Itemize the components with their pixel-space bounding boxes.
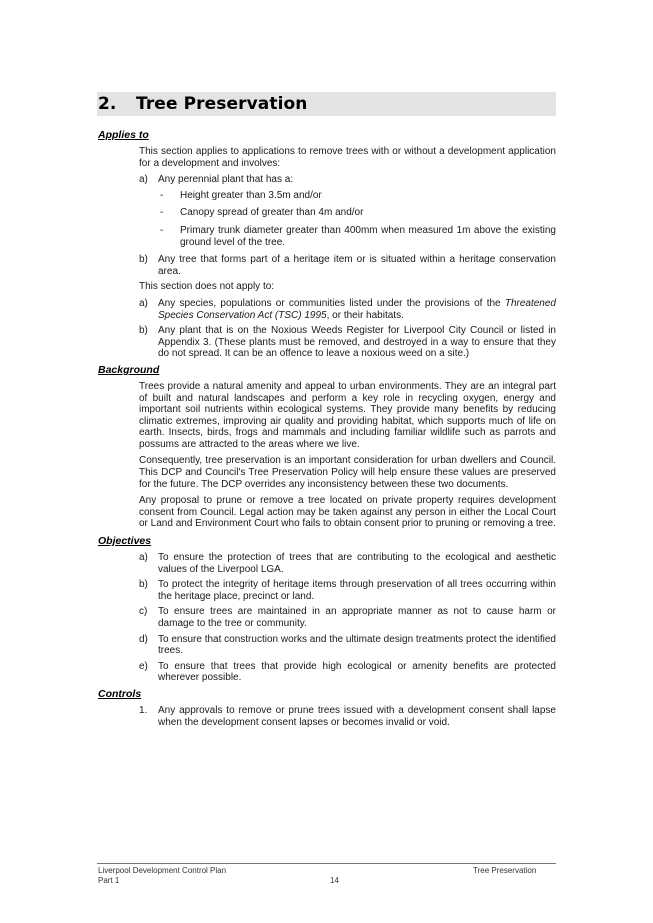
- sub-list-item-text: Primary trunk diameter greater than 400mm when measured 1m above the existing ground level of the tree.: [180, 224, 556, 248]
- list-item-text: To ensure that trees that provide high ecological or amenity benefits are protected wherever possible.: [158, 660, 556, 684]
- list-item: [139, 254, 556, 277]
- heading-applies-to: Applies to: [98, 129, 149, 141]
- list-item-text: Any approvals to remove or prune trees issued with a development consent shall lapse when the development consent lapses or becomes invalid or void.: [158, 704, 556, 728]
- objective-item: [139, 606, 556, 629]
- bullet-dash: -: [160, 207, 164, 219]
- list-item-label: b): [139, 254, 148, 266]
- text-run: Any species, populations or communities listed under the provisions of the: [158, 297, 505, 309]
- list-item: [139, 298, 556, 321]
- heading-objectives: Objectives: [98, 535, 152, 548]
- sub-list-item-text: Height greater than 3.5m and/or: [180, 189, 322, 201]
- not-apply-intro: This section does not apply to:: [139, 281, 275, 293]
- list-item-text: To ensure the protection of trees that are contributing to the ecological and aesthetic values of the Liverpool LGA.: [158, 552, 556, 575]
- footer-left: [98, 866, 226, 885]
- list-item-text: To protect the integrity of heritage items through preservation of all trees occurring within the heritage place, precinct or land.: [158, 579, 556, 602]
- list-item: [139, 325, 556, 360]
- objective-item: [139, 661, 556, 684]
- document-body: [98, 129, 556, 732]
- control-item: [139, 705, 556, 728]
- applies-intro: This section applies to applications to remove trees with or without a development application for a development and involves:: [139, 146, 556, 169]
- background-paragraph: Any proposal to prune or remove a tree located on private property requires development consent from Council. Legal action may be taken against any person in either the Local Court or Land and Environment Court who fails to obtain consent prior to pruning or removing a tree.: [139, 495, 556, 530]
- list-item-text: Any perennial plant that has a:: [158, 174, 294, 186]
- footer-divider: [97, 863, 556, 864]
- list-item-text: To ensure trees are maintained in an appropriate manner as not to cause harm or damage to the tree or community.: [158, 606, 556, 629]
- list-item-label: c): [139, 606, 148, 618]
- list-item-label: a): [139, 297, 148, 309]
- background-paragraph: Consequently, tree preservation is an important consideration for urban dwellers and Council. This DCP and Council's Tree Preservation Policy will help ensure these values are preserved for the future. The DCP overrides any inconsistency between these two documents.: [139, 455, 556, 490]
- list-item: [139, 174, 556, 186]
- footer-plan-name: Liverpool Development Control Plan: [98, 866, 227, 875]
- sub-list-item: [160, 190, 556, 202]
- act-title-italic: Threatened Species Conservation Act (TSC) 1995: [158, 297, 556, 321]
- heading-background: Background: [98, 363, 160, 376]
- sub-list-item: [160, 225, 556, 248]
- section-number: 2.: [98, 94, 117, 114]
- list-item-label: a): [139, 552, 148, 564]
- section-title-text: Tree Preservation: [136, 94, 308, 114]
- footer-part: Part 1: [98, 875, 120, 885]
- list-item-label: a): [139, 174, 148, 186]
- background-paragraph: Trees provide a natural amenity and appeal to urban environments. They are an integral part of built and natural landscapes and perform a key role in recycling oxygen, energy and important soil nutrients within ecological systems. They provide many benefits by reducing climatic extremes, improving air quality and providing habitat, which supports much of life on earth. Insects, birds, frogs and mammals and including familiar wildlife such as parrots and possums are attracted to the areas where we live.: [139, 380, 556, 450]
- objective-item: [139, 579, 556, 602]
- sub-list-item: [160, 207, 556, 219]
- list-item-text: [158, 298, 556, 321]
- footer-section-name: Tree Preservation: [473, 866, 537, 875]
- section-title: [97, 92, 556, 116]
- list-item-label: e): [139, 660, 148, 672]
- bullet-dash: -: [160, 224, 164, 236]
- list-item-text: Any plant that is on the Noxious Weeds Register for Liverpool City Council or listed in Appendix 3. (These plants must be removed, and destroyed in a way to ensure that they do not spread. It can be an offence to leave a noxious weed on a site.): [158, 325, 556, 360]
- sub-list-item-text: Canopy spread of greater than 4m and/or: [180, 207, 364, 219]
- list-item-text: To ensure that construction works and the ultimate design treatments protect the identified trees.: [158, 633, 556, 657]
- list-item-text: Any tree that forms part of a heritage item or is situated within a heritage conservation area.: [158, 254, 556, 277]
- text-run: , or their habitats.: [326, 309, 404, 321]
- list-item-label: b): [139, 579, 148, 591]
- list-item-label: 1.: [139, 704, 148, 716]
- objective-item: [139, 552, 556, 575]
- heading-controls: Controls: [98, 687, 142, 700]
- page-number: 14: [330, 876, 339, 885]
- section-title-bar: [97, 92, 556, 116]
- objective-item: [139, 634, 556, 657]
- bullet-dash: -: [160, 189, 164, 201]
- list-item-label: d): [139, 633, 148, 645]
- list-item-label: b): [139, 325, 148, 337]
